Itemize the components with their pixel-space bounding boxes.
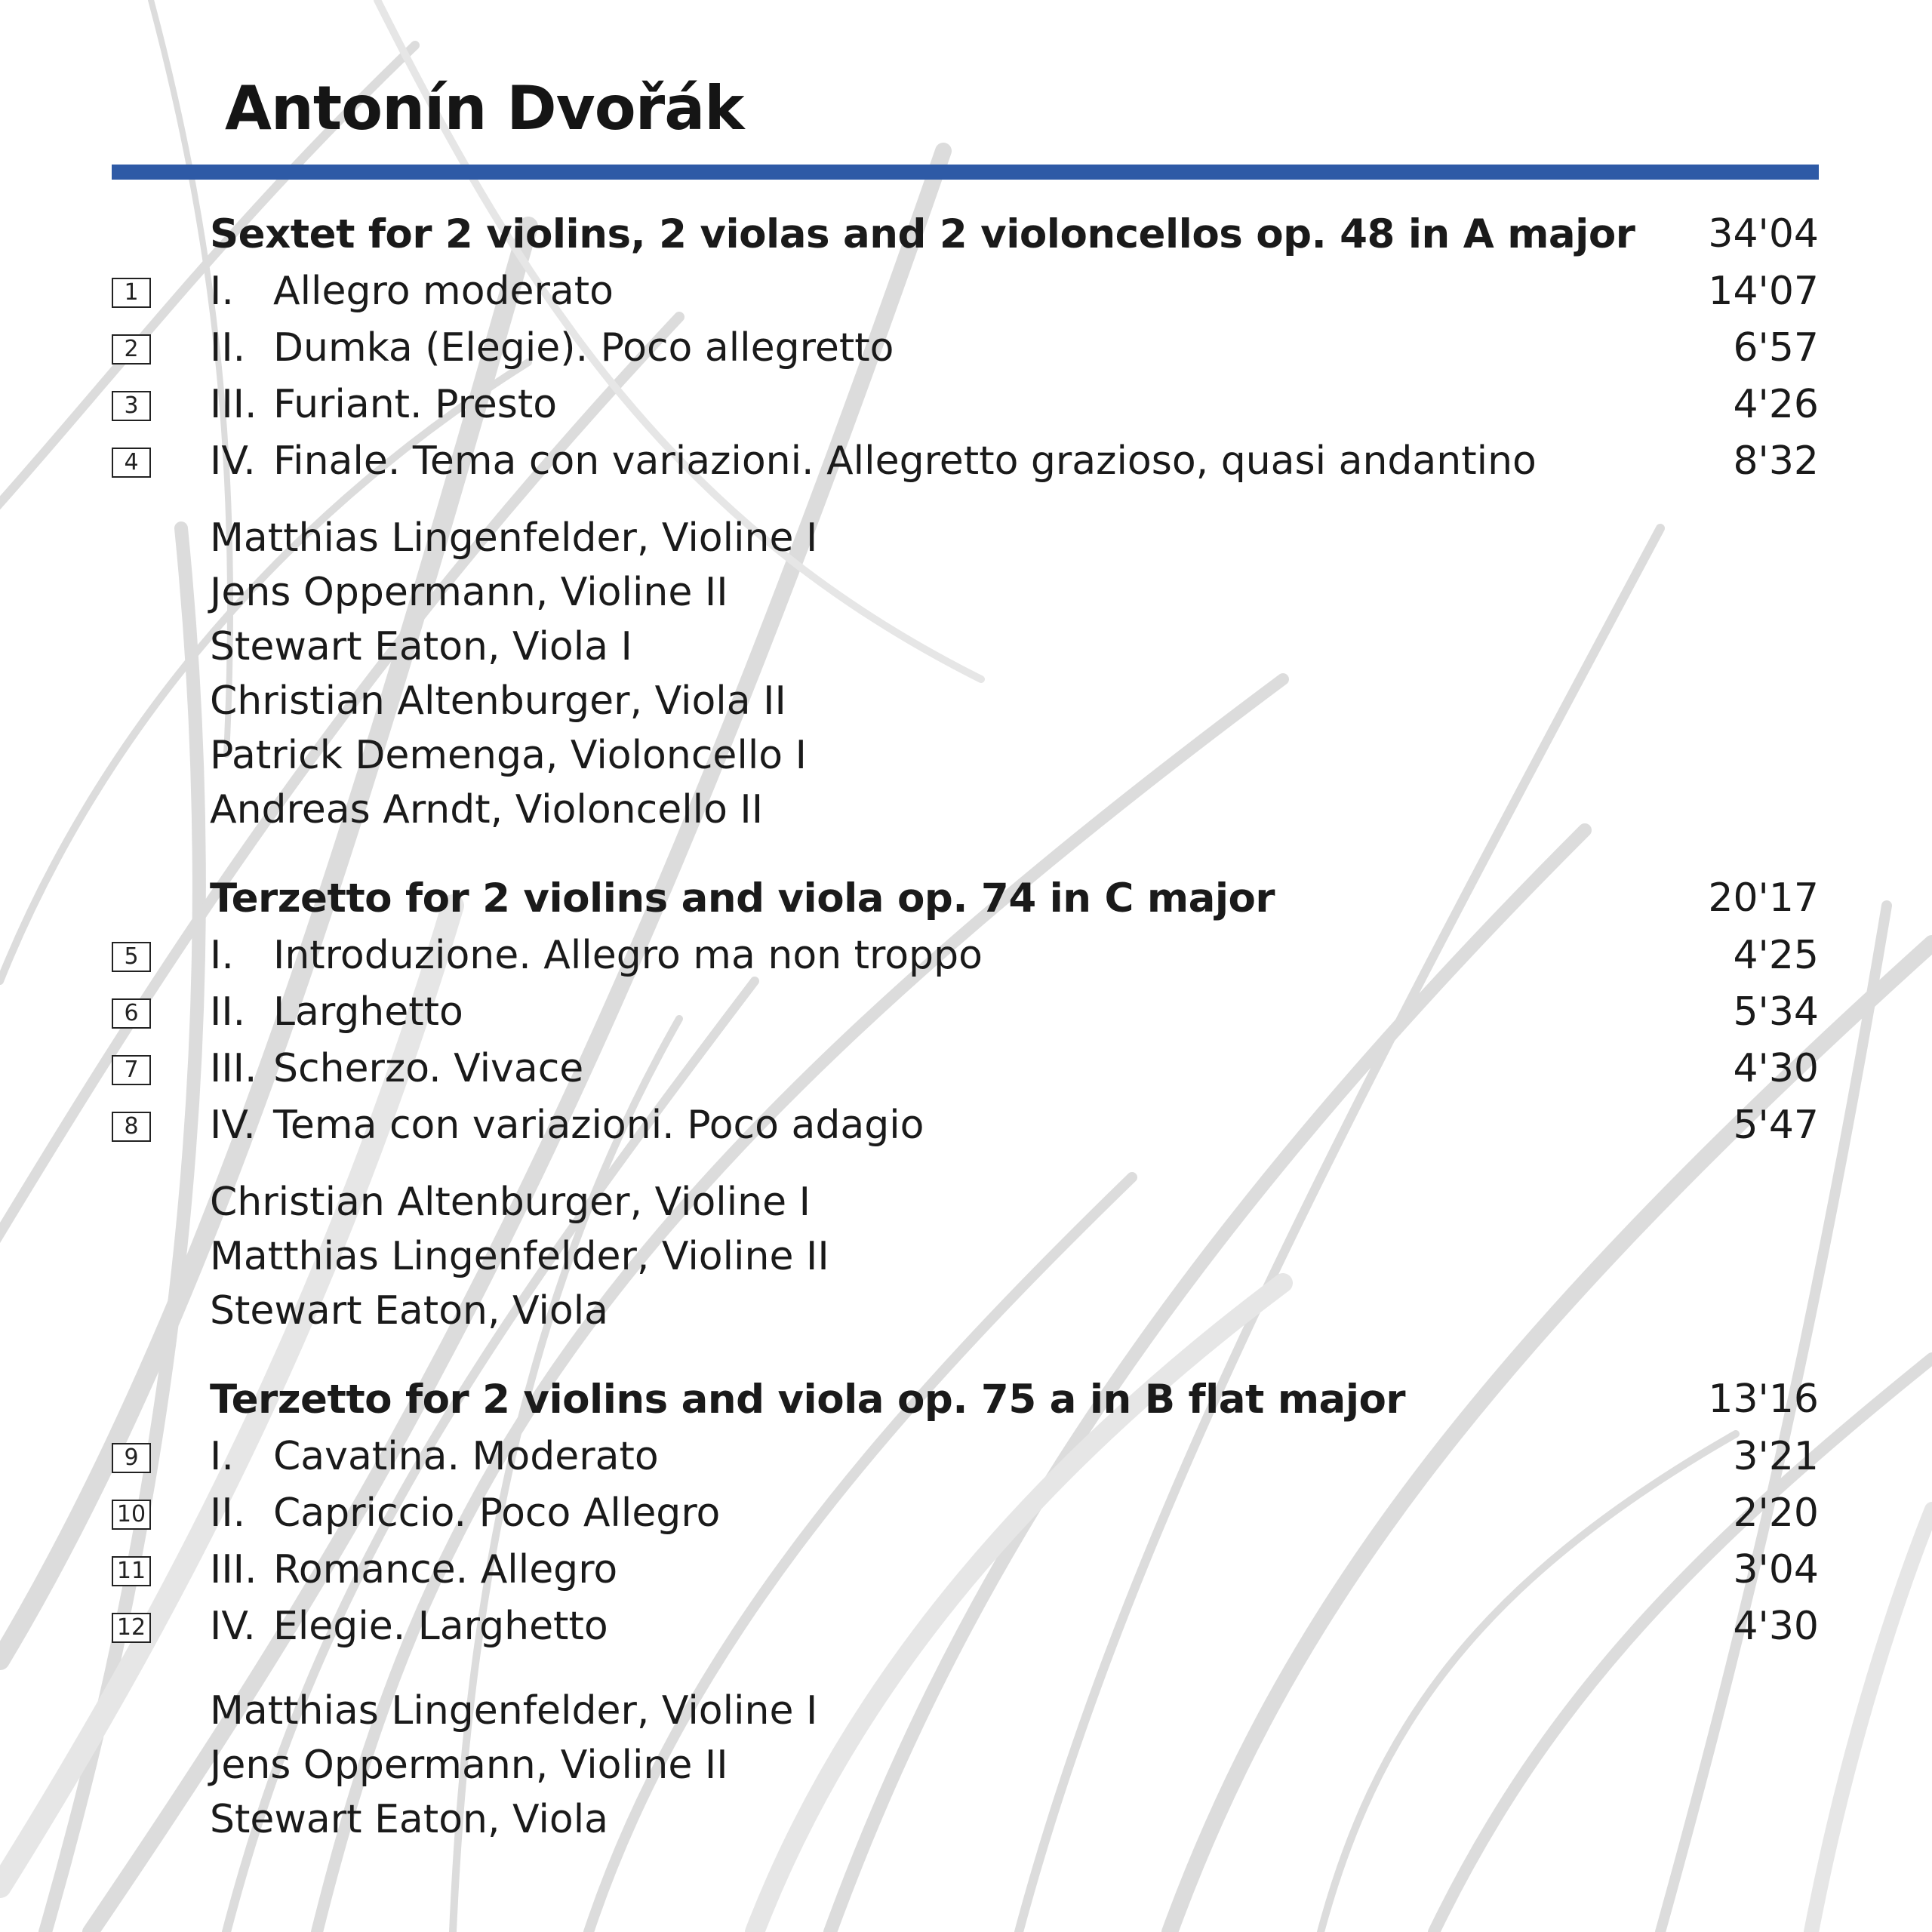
movement-duration: 3'21 — [1733, 1434, 1819, 1479]
title-divider-rule — [112, 165, 1819, 180]
movement-duration: 14'07 — [1708, 269, 1819, 314]
track-number-box: 8 — [112, 1112, 151, 1142]
movement-duration: 6'57 — [1733, 325, 1819, 371]
movement-duration: 2'20 — [1733, 1491, 1819, 1536]
track-number-box: 1 — [112, 278, 151, 308]
track-row[interactable] — [0, 1598, 1932, 1655]
movement-duration: 4'25 — [1733, 933, 1819, 978]
performer-line: Stewart Eaton, Viola I — [210, 624, 632, 669]
track-row[interactable] — [0, 1097, 1932, 1154]
track-number-box: 9 — [112, 1443, 151, 1473]
composer-name: Antonín Dvořák — [225, 73, 744, 143]
track-row[interactable] — [0, 320, 1932, 377]
track-row[interactable] — [0, 377, 1932, 433]
movement-numeral: II. — [210, 989, 246, 1035]
movement-duration: 4'30 — [1733, 1046, 1819, 1091]
work-duration: 20'17 — [1708, 875, 1819, 921]
work-title: Sextet for 2 violins, 2 violas and 2 violoncellos op. 48 in A major — [210, 211, 1635, 257]
movement-numeral: IV. — [210, 1103, 256, 1148]
movement-title: Finale. Tema con variazioni. Allegretto grazioso, quasi andantino — [273, 438, 1537, 484]
movement-numeral: IV. — [210, 438, 256, 484]
movement-numeral: III. — [210, 382, 257, 427]
movement-numeral: IV. — [210, 1604, 256, 1649]
movement-duration: 4'30 — [1733, 1604, 1819, 1649]
performer-line: Andreas Arndt, Violoncello II — [210, 787, 764, 832]
movement-title: Capriccio. Poco Allegro — [273, 1491, 721, 1536]
track-row[interactable] — [0, 1485, 1932, 1542]
movement-duration: 8'32 — [1733, 438, 1819, 484]
track-row[interactable] — [0, 1041, 1932, 1097]
movement-numeral: III. — [210, 1046, 257, 1091]
track-row[interactable] — [0, 1542, 1932, 1598]
track-row[interactable] — [0, 263, 1932, 320]
movement-title: Larghetto — [273, 989, 463, 1035]
movement-numeral: II. — [210, 1491, 246, 1536]
track-number-box: 11 — [112, 1556, 151, 1586]
movement-title: Dumka (Elegie). Poco allegretto — [273, 325, 894, 371]
movement-numeral: III. — [210, 1547, 257, 1592]
performer-line: Jens Oppermann, Violine II — [210, 570, 728, 615]
movement-title: Introduzione. Allegro ma non troppo — [273, 933, 983, 978]
track-number-box: 12 — [112, 1613, 151, 1643]
track-number-box: 5 — [112, 942, 151, 972]
track-row[interactable] — [0, 928, 1932, 984]
track-number-box: 7 — [112, 1055, 151, 1085]
performer-line: Christian Altenburger, Violine I — [210, 1180, 811, 1225]
work-duration: 34'04 — [1708, 211, 1819, 257]
track-row[interactable] — [0, 984, 1932, 1041]
work-duration: 13'16 — [1708, 1377, 1819, 1422]
track-number-box: 2 — [112, 334, 151, 365]
performer-line: Christian Altenburger, Viola II — [210, 678, 786, 724]
movement-duration: 4'26 — [1733, 382, 1819, 427]
movement-duration: 5'47 — [1733, 1103, 1819, 1148]
movement-duration: 3'04 — [1733, 1547, 1819, 1592]
track-number-box: 10 — [112, 1500, 151, 1530]
movement-title: Allegro moderato — [273, 269, 614, 314]
movement-title: Elegie. Larghetto — [273, 1604, 608, 1649]
performer-line: Matthias Lingenfelder, Violine II — [210, 1234, 829, 1279]
movement-title: Cavatina. Moderato — [273, 1434, 659, 1479]
work-title: Terzetto for 2 violins and viola op. 74 in C major — [210, 875, 1275, 921]
track-number-box: 3 — [112, 391, 151, 421]
work-header-row — [0, 1371, 1932, 1428]
work-header-row — [0, 206, 1932, 263]
movement-numeral: II. — [210, 325, 246, 371]
work-title: Terzetto for 2 violins and viola op. 75 a in B flat major — [210, 1377, 1406, 1423]
movement-numeral: I. — [210, 269, 234, 314]
movement-title: Scherzo. Vivace — [273, 1046, 584, 1091]
performer-line: Matthias Lingenfelder, Violine I — [210, 1688, 818, 1734]
work-header-row — [0, 870, 1932, 927]
track-row[interactable] — [0, 433, 1932, 490]
movement-title: Furiant. Presto — [273, 382, 558, 427]
movement-numeral: I. — [210, 1434, 234, 1479]
performer-line: Stewart Eaton, Viola — [210, 1797, 609, 1842]
movement-title: Romance. Allegro — [273, 1547, 618, 1592]
performer-line: Matthias Lingenfelder, Violine I — [210, 515, 818, 561]
track-number-box: 6 — [112, 998, 151, 1029]
performer-line: Stewart Eaton, Viola — [210, 1288, 609, 1334]
movement-numeral: I. — [210, 933, 234, 978]
movement-duration: 5'34 — [1733, 989, 1819, 1035]
track-row[interactable] — [0, 1429, 1932, 1485]
track-number-box: 4 — [112, 448, 151, 478]
performer-line: Jens Oppermann, Violine II — [210, 1743, 728, 1788]
movement-title: Tema con variazioni. Poco adagio — [273, 1103, 924, 1148]
performer-line: Patrick Demenga, Violoncello I — [210, 733, 807, 778]
